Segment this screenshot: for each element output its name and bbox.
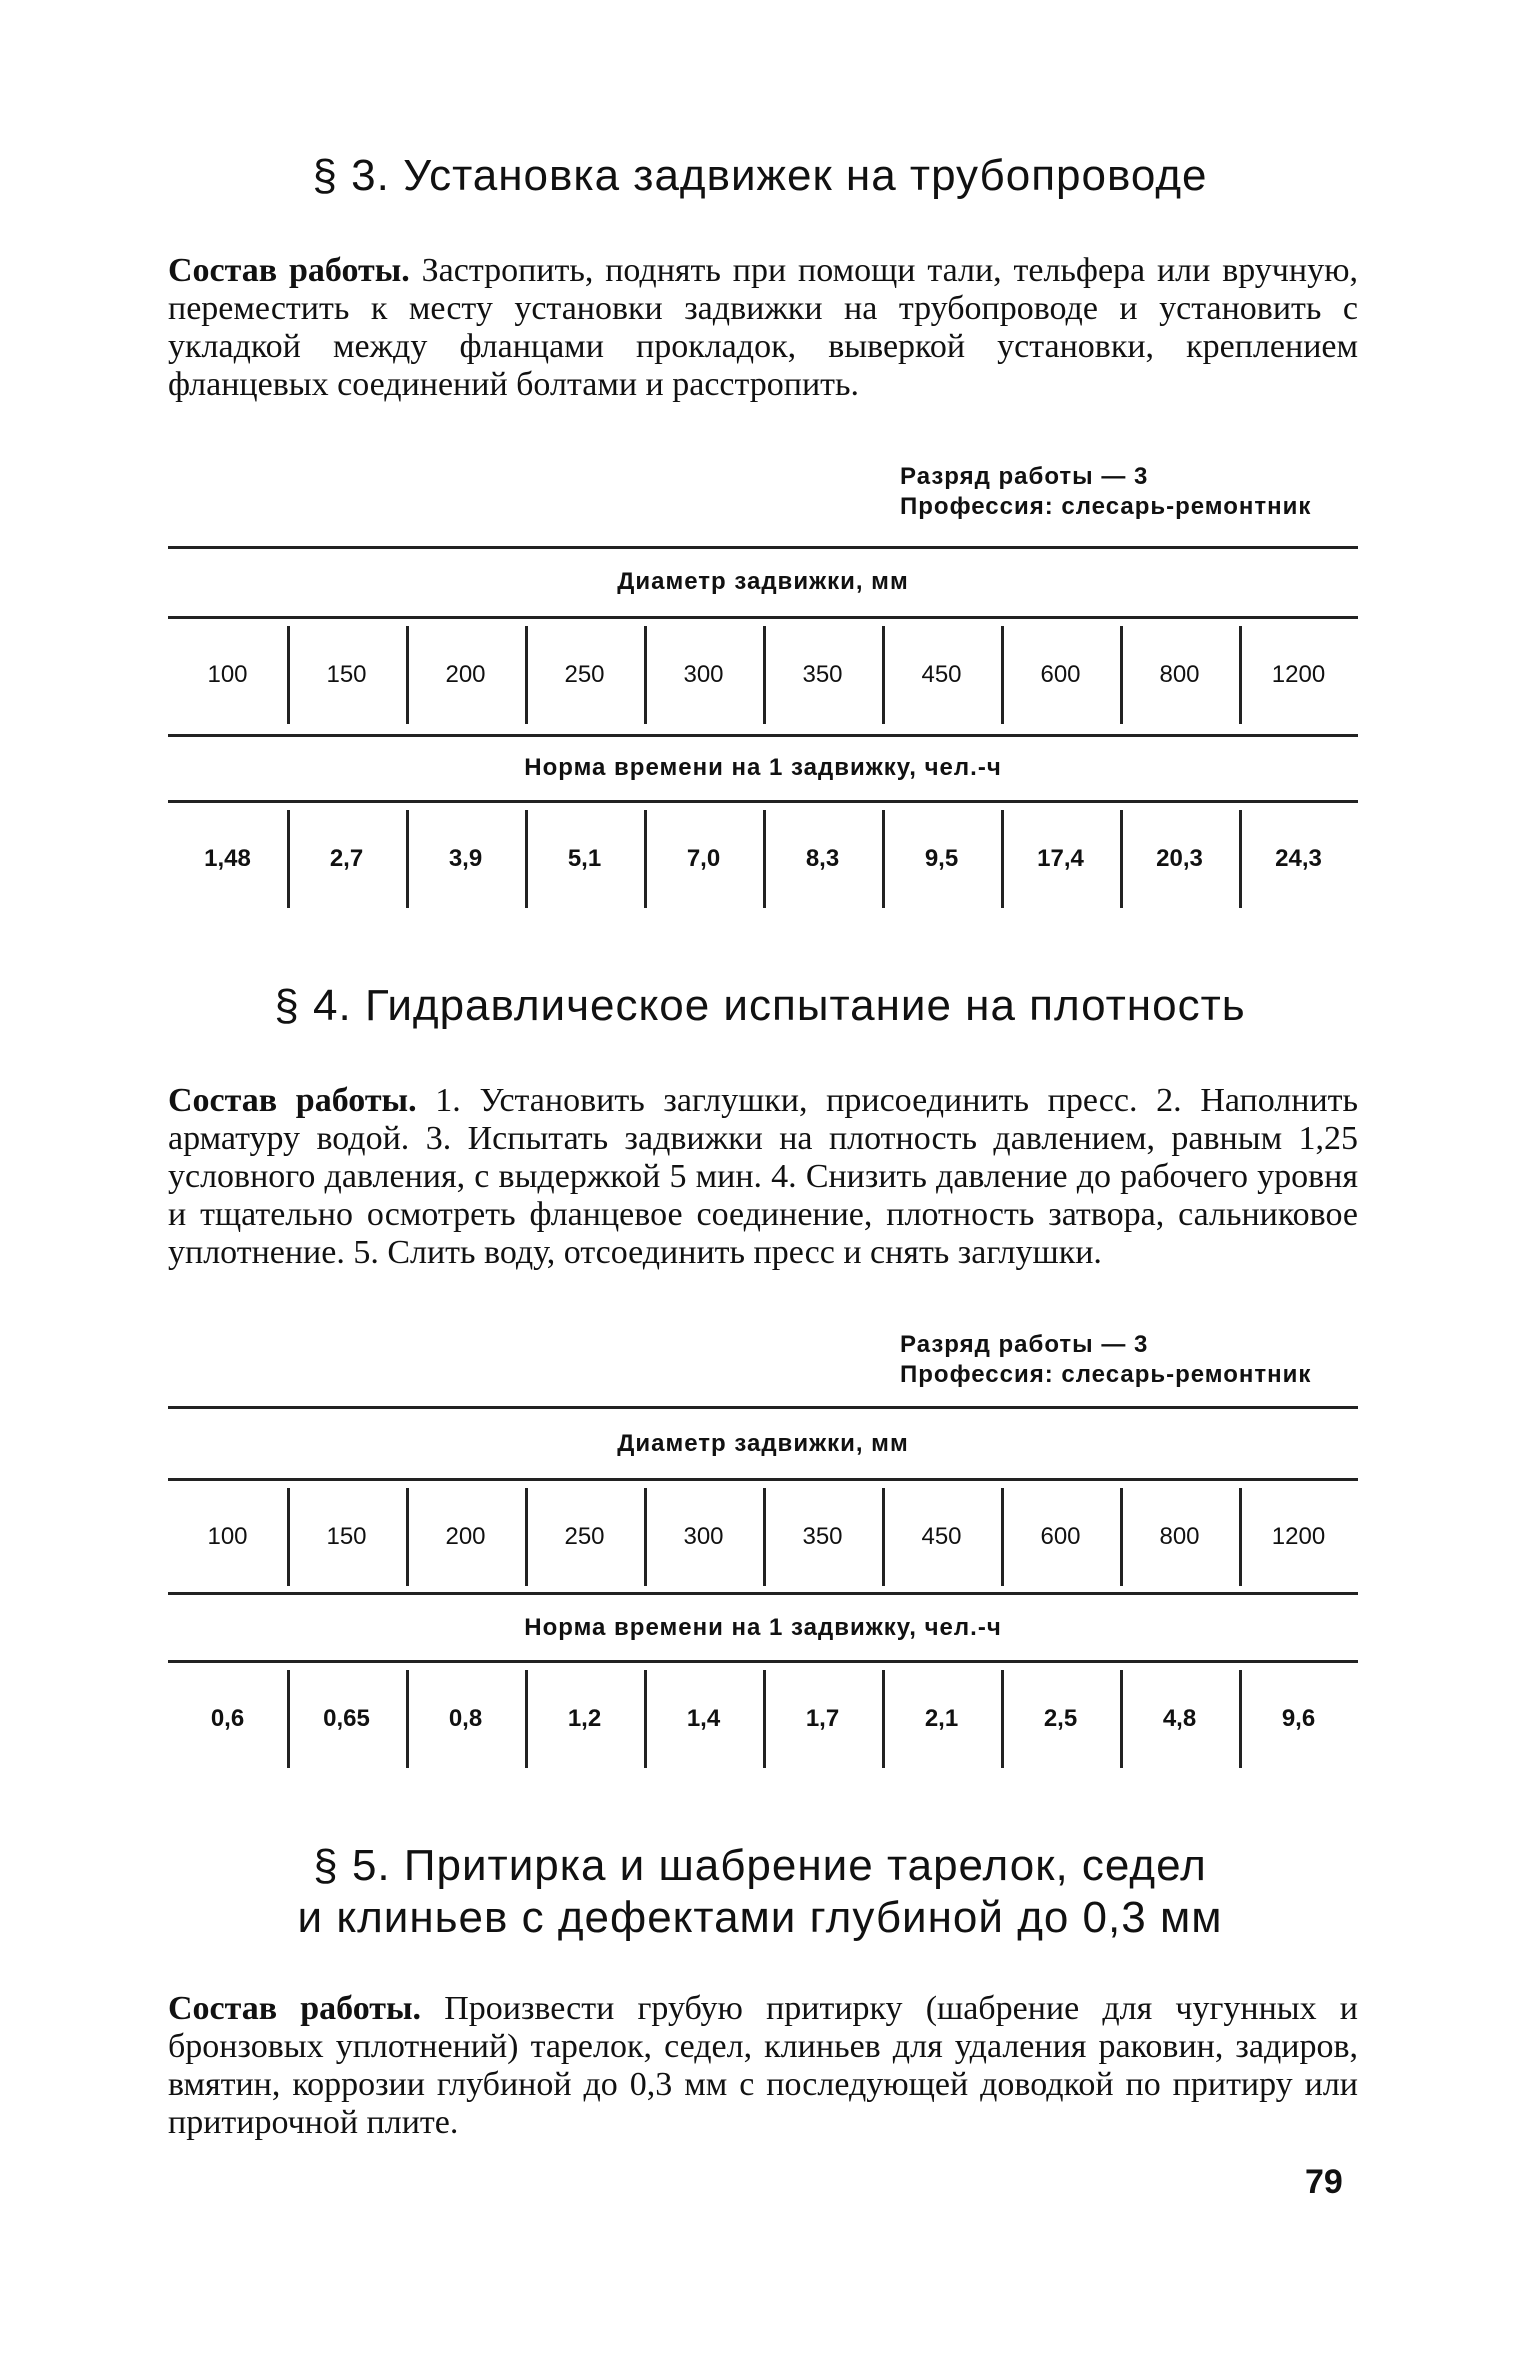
norm-caption: Норма времени на 1 задвижку, чел.-ч xyxy=(524,1614,1002,1641)
page-number: 79 xyxy=(1305,2163,1343,2201)
section-5-title-line-1: § 5. Притирка и шабрение тарелок, седел xyxy=(313,1841,1207,1890)
diameter-cell: 200 xyxy=(406,620,525,730)
norm-cell: 9,5 xyxy=(882,804,1001,914)
norm-row xyxy=(168,1664,1358,1774)
norm-cell: 2,5 xyxy=(1001,1664,1120,1774)
section-3-title: § 3. Установка задвижек на трубопроводе xyxy=(312,151,1208,200)
diameter-cell: 150 xyxy=(287,1482,406,1592)
table-rule xyxy=(168,616,1358,619)
diameter-caption: Диаметр задвижки, мм xyxy=(617,568,909,595)
norm-cell: 17,4 xyxy=(1001,804,1120,914)
norm-cell: 7,0 xyxy=(644,804,763,914)
diameter-cell: 1200 xyxy=(1239,620,1358,730)
section-5-text: Произвести грубую притирку (шабрение для чугунных и бронзовых уплотнений) тарелок, седел, клиньев для удаления раковин, задиров, вмятин, коррозии глубиной до 0,3 мм с последующей доводкой по притиру или притирочной плите. xyxy=(168,1990,1358,2141)
diameter-cell: 450 xyxy=(882,1482,1001,1592)
section-5-lead: Состав работы. xyxy=(168,1990,422,2027)
diameter-cell: 350 xyxy=(763,620,882,730)
section-4-profession: Профессия: слесарь-ремонтник xyxy=(900,1361,1312,1388)
norm-cell: 20,3 xyxy=(1120,804,1239,914)
diameter-cell: 300 xyxy=(644,1482,763,1592)
diameter-cell: 100 xyxy=(207,1523,248,1550)
norm-caption: Норма времени на 1 задвижку, чел.-ч xyxy=(524,754,1002,781)
table-rule xyxy=(168,800,1358,803)
diameter-cell: 450 xyxy=(882,620,1001,730)
section-5-title-line-2: и клиньев с дефектами глубиной до 0,3 мм xyxy=(297,1893,1223,1942)
diameter-cell: 200 xyxy=(406,1482,525,1592)
section-4-meta xyxy=(900,1330,1370,1390)
diameter-cell: 600 xyxy=(1001,1482,1120,1592)
table-rule xyxy=(168,1478,1358,1481)
table-rule xyxy=(168,734,1358,737)
section-4-grade: Разряд работы — 3 xyxy=(900,1331,1149,1358)
section-3-paragraph xyxy=(168,252,1358,404)
section-3-meta xyxy=(900,462,1370,522)
norm-cell: 5,1 xyxy=(525,804,644,914)
norm-cell: 8,3 xyxy=(763,804,882,914)
norm-cell: 1,2 xyxy=(525,1664,644,1774)
diameter-cell: 250 xyxy=(525,620,644,730)
diameter-row xyxy=(168,620,1358,730)
diameter-cell: 800 xyxy=(1120,620,1239,730)
norm-cell: 1,48 xyxy=(204,845,251,872)
section-3-lead: Состав работы. xyxy=(168,252,410,289)
section-4-paragraph xyxy=(168,1082,1358,1272)
diameter-cell: 150 xyxy=(287,620,406,730)
norm-cell: 2,7 xyxy=(287,804,406,914)
section-5-paragraph xyxy=(168,1990,1358,2142)
section-4-text: 1. Установить заглушки, присоединить пресс. 2. Наполнить арматуру водой. 3. Испытать задвижки на плотность давлением, равным 1,25 условного давления, с выдержкой 5 мин. 4. Снизить давление до рабочего уровня и тщательно осмотреть фланцевое соединение, плотность затвора, сальниковое уплотнение. 5. Слить воду, отсоединить пресс и снять заглушки. xyxy=(168,1082,1358,1271)
norm-cell: 2,1 xyxy=(882,1664,1001,1774)
section-3-grade: Разряд работы — 3 xyxy=(900,463,1149,490)
diameter-cell: 600 xyxy=(1001,620,1120,730)
norm-cell: 4,8 xyxy=(1120,1664,1239,1774)
section-4-title: § 4. Гидравлическое испытание на плотность xyxy=(274,981,1246,1030)
diameter-row xyxy=(168,1482,1358,1592)
norm-cell: 1,4 xyxy=(644,1664,763,1774)
norm-cell: 24,3 xyxy=(1239,804,1358,914)
diameter-caption: Диаметр задвижки, мм xyxy=(617,1430,909,1457)
table-rule xyxy=(168,1660,1358,1663)
section-4-lead: Состав работы. xyxy=(168,1082,417,1119)
norm-row xyxy=(168,804,1358,914)
section-3-text: Застропить, поднять при помощи тали, тельфера или вручную, переместить к месту установки задвижки на трубопроводе и установить с укладкой между фланцами прокладок, выверкой установки, креплением фланцевых соединений болтами и расстропить. xyxy=(168,252,1359,403)
norm-cell: 9,6 xyxy=(1239,1664,1358,1774)
diameter-cell: 350 xyxy=(763,1482,882,1592)
norm-cell: 3,9 xyxy=(406,804,525,914)
diameter-cell: 300 xyxy=(644,620,763,730)
norm-cell: 0,65 xyxy=(287,1664,406,1774)
diameter-cell: 250 xyxy=(525,1482,644,1592)
diameter-cell: 800 xyxy=(1120,1482,1239,1592)
norm-cell: 1,7 xyxy=(763,1664,882,1774)
norm-cell: 0,8 xyxy=(406,1664,525,1774)
table-rule xyxy=(168,1592,1358,1595)
section-3-profession: Профессия: слесарь-ремонтник xyxy=(900,493,1312,520)
table-rule xyxy=(168,1406,1358,1409)
section-5-title xyxy=(160,1840,1360,1944)
table-rule xyxy=(168,546,1358,549)
norm-cell: 0,6 xyxy=(210,1705,245,1732)
diameter-cell: 1200 xyxy=(1239,1482,1358,1592)
diameter-cell: 100 xyxy=(207,661,248,688)
